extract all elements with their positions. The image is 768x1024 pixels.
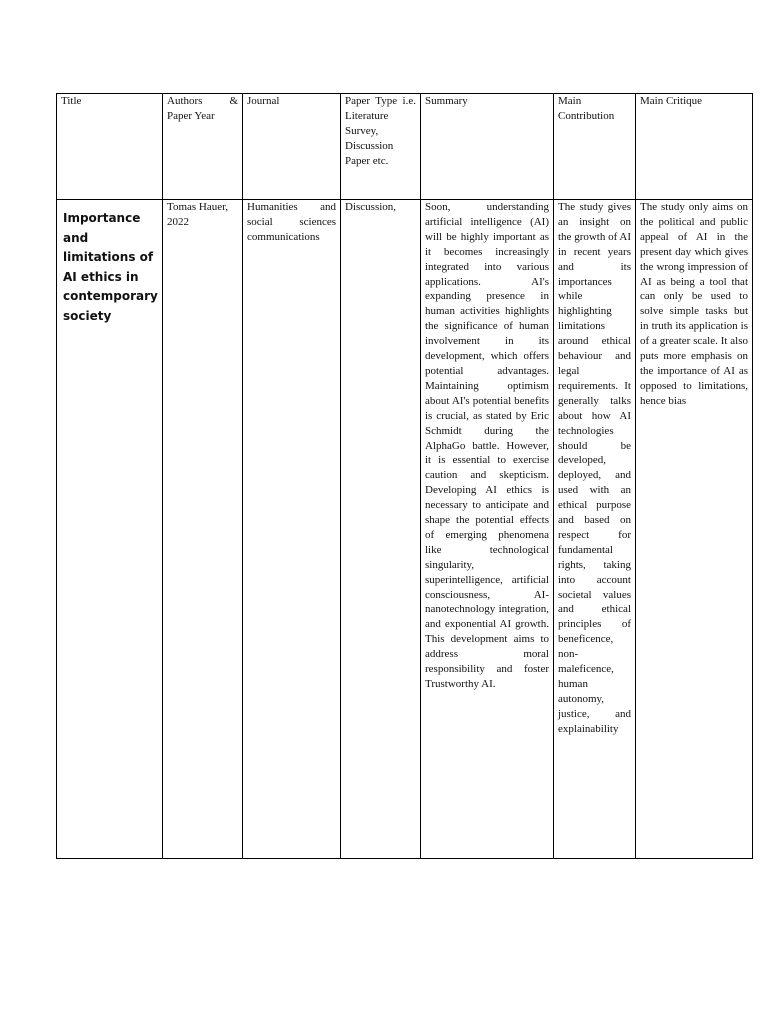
header-paper-type: Paper Type i.e. Literature Survey, Discussion Paper etc. (341, 94, 421, 200)
literature-review-table (56, 93, 753, 859)
main-contribution-cell: The study gives an insight on the growth of AI in recent years and its importances while highlighting limitations around ethical behaviour and legal requirements. It generally talks about how AI technologies should be developed, deployed, and used with an ethical purpose and based on respect for fundamental rights, taking into account societal values and ethical principles of beneficence, non-maleficence, human autonomy, justice, and explainability (554, 200, 636, 859)
journal-cell: Humanities and social sciences communications (243, 200, 341, 859)
main-critique-cell: The study only aims on the political and public appeal of AI in the present day which gives the wrong impression of AI as being a tool that can only be used to solve simple tasks but in truth its application is of a greater scale. It also puts more emphasis on the importance of AI as opposed to limitations, hence bias (636, 200, 753, 859)
paper-title-cell: Importance and limitations of AI ethics in contemporary society (57, 200, 163, 859)
header-summary: Summary (421, 94, 554, 200)
header-journal: Journal (243, 94, 341, 200)
paper-type-cell: Discussion, (341, 200, 421, 859)
header-title: Title (57, 94, 163, 200)
table-row (57, 200, 753, 859)
header-row (57, 94, 753, 200)
summary-cell: Soon, understanding artificial intelligence (AI) will be highly important as it becomes increasingly integrated into various applications. AI's expanding presence in human activities highlights the significance of human involvement in its development, which offers potential advantages. Maintaining optimism about AI's potential benefits is crucial, as stated by Eric Schmidt during the AlphaGo battle. However, it is essential to exercise caution and skepticism. Developing AI ethics is necessary to anticipate and shape the potential effects of emerging phenomena like technological singularity, superintelligence, artificial consciousness, AI-nanotechnology integration, and exponential AI growth. This development aims to address moral responsibility and foster Trustworthy AI. (421, 200, 554, 859)
header-authors-year: Authors & Paper Year (163, 94, 243, 200)
authors-year-cell: Tomas Hauer, 2022 (163, 200, 243, 859)
header-main-critique: Main Critique (636, 94, 753, 200)
header-main-contribution: Main Contribution (554, 94, 636, 200)
